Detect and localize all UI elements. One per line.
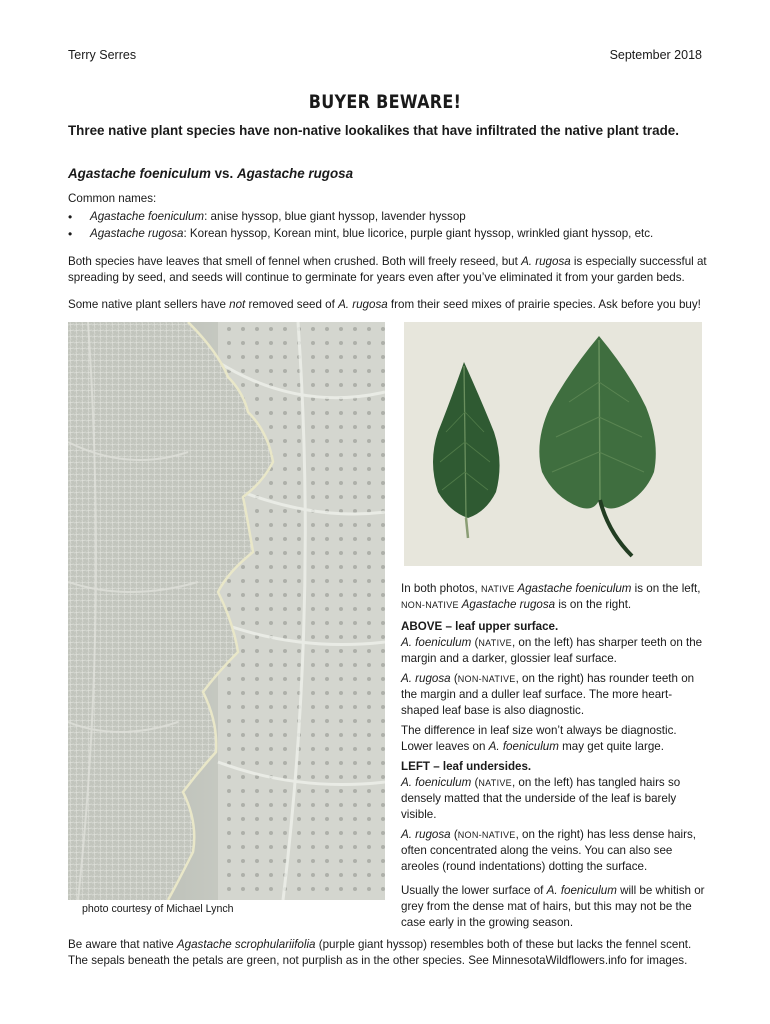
status-label: NON-NATIVE <box>457 830 516 840</box>
emphasis: not <box>229 298 246 311</box>
species-name: A. foeniculum <box>401 636 472 649</box>
leaf-upper-illustration <box>404 322 702 566</box>
author-name: Terry Serres <box>68 48 137 62</box>
caption-left <box>401 759 705 823</box>
species-name: Agastache rugosa <box>458 598 556 611</box>
paragraph-reseeding <box>68 254 708 286</box>
text-run: ( <box>450 672 458 685</box>
species-name: A. foeniculum <box>401 776 472 789</box>
species-name: A. foeniculum <box>546 884 617 897</box>
species-name: A. rugosa <box>521 255 571 268</box>
leaf-underside-illustration <box>68 322 385 900</box>
page-title: BUYER BEWARE! <box>308 90 462 113</box>
caption-above <box>401 619 705 667</box>
common-names-text: : anise hyssop, blue giant hyssop, lavender hyssop <box>204 210 466 223</box>
species-name: A. rugosa <box>401 828 451 841</box>
text-run: ( <box>450 828 458 841</box>
text-run: is especially successful at spreading by seed, and seeds will continue to germinate for years even after you’ve eliminated it from your garden beds. <box>68 255 707 284</box>
list-item <box>68 226 708 243</box>
common-names-list <box>68 209 708 243</box>
species-name: Agastache rugosa <box>90 227 184 240</box>
paragraph-scrophulariifolia <box>68 937 708 969</box>
paragraph-seed-mixes <box>68 297 708 313</box>
species-name: Agastache foeniculum <box>514 582 632 595</box>
status-label: NON-NATIVE <box>457 674 516 684</box>
status-label: NATIVE <box>478 778 512 788</box>
text-run: , on the left) has tangled hairs so densely matted that the underside of the leaf is barely visible. <box>401 776 681 821</box>
common-names-label: Common names: <box>68 192 157 205</box>
caption-intro <box>401 581 705 613</box>
leaf-underside-photo <box>68 322 385 900</box>
text-run: Both species have leaves that smell of fennel when crushed. Both will freely reseed, but <box>68 255 522 268</box>
heading-species-native: Agastache foeniculum <box>68 166 211 181</box>
text-run: is on the right. <box>555 598 632 611</box>
caption-left-rugosa <box>401 827 705 875</box>
list-item <box>68 209 708 226</box>
caption-above-rugosa <box>401 671 705 719</box>
leaf-upper-surface-photo <box>404 322 702 566</box>
caption-above-size <box>401 723 705 755</box>
text-run: will be whitish or grey from the dense mat of hairs, but this may not be the case early in the growing season. <box>401 884 705 929</box>
heading-vs: vs. <box>210 166 237 181</box>
photo-captions <box>401 581 705 935</box>
text-run: ( <box>471 776 479 789</box>
caption-heading-left: LEFT – leaf undersides. <box>401 760 532 773</box>
text-run: removed seed of <box>245 298 339 311</box>
text-run: ( <box>471 636 479 649</box>
document-date: September 2018 <box>609 48 702 62</box>
caption-left-surface <box>401 883 705 931</box>
species-name: Agastache foeniculum <box>90 210 205 223</box>
section-heading <box>68 166 353 182</box>
text-run: Some native plant sellers have <box>68 298 230 311</box>
text-run: (purple giant hyssop) resembles both of these but lacks the fennel scent. The sepals beneath the petals are green, not purplish as in the other species. See MinnesotaWildflowers.info for images. <box>68 938 692 967</box>
status-label: NON-NATIVE <box>401 600 459 610</box>
caption-heading-above: ABOVE – leaf upper surface. <box>401 620 559 633</box>
heading-species-nonnative: Agastache rugosa <box>236 166 354 181</box>
photo-credit: photo courtesy of Michael Lynch <box>82 903 234 915</box>
species-name: Agastache scrophulariifolia <box>176 938 316 951</box>
species-name: A. rugosa <box>401 672 451 685</box>
text-run: , on the right) has rounder teeth on the margin and a duller leaf surface. The more heart-shaped leaf base is also diagnostic. <box>401 672 695 717</box>
species-name: A. rugosa <box>338 298 388 311</box>
common-names-text: : Korean hyssop, Korean mint, blue licorice, purple giant hyssop, wrinkled giant hyssop, etc. <box>183 227 654 240</box>
species-name: A. foeniculum <box>488 740 559 753</box>
page-subtitle: Three native plant species have non-native lookalikes that have infiltrated the native plant trade. <box>68 123 679 138</box>
status-label: NATIVE <box>480 584 515 594</box>
text-run: The difference in leaf size won’t always be diagnostic. Lower leaves on <box>401 724 677 753</box>
text-run: is on the left, <box>631 582 701 595</box>
text-run: may get quite large. <box>558 740 664 753</box>
text-run: , on the right) has less dense hairs, often concentrated along the veins. You can also see areoles (round indentations) dotting the surface. <box>401 828 697 873</box>
status-label: NATIVE <box>478 638 512 648</box>
text-run: Usually the lower surface of <box>401 884 547 897</box>
text-run: In both photos, <box>401 582 481 595</box>
text-run: from their seed mixes of prairie species. Ask before you buy! <box>387 298 701 311</box>
text-run: Be aware that native <box>68 938 177 951</box>
text-run: , on the left) has sharper teeth on the margin and a darker, glossier leaf surface. <box>401 636 703 665</box>
